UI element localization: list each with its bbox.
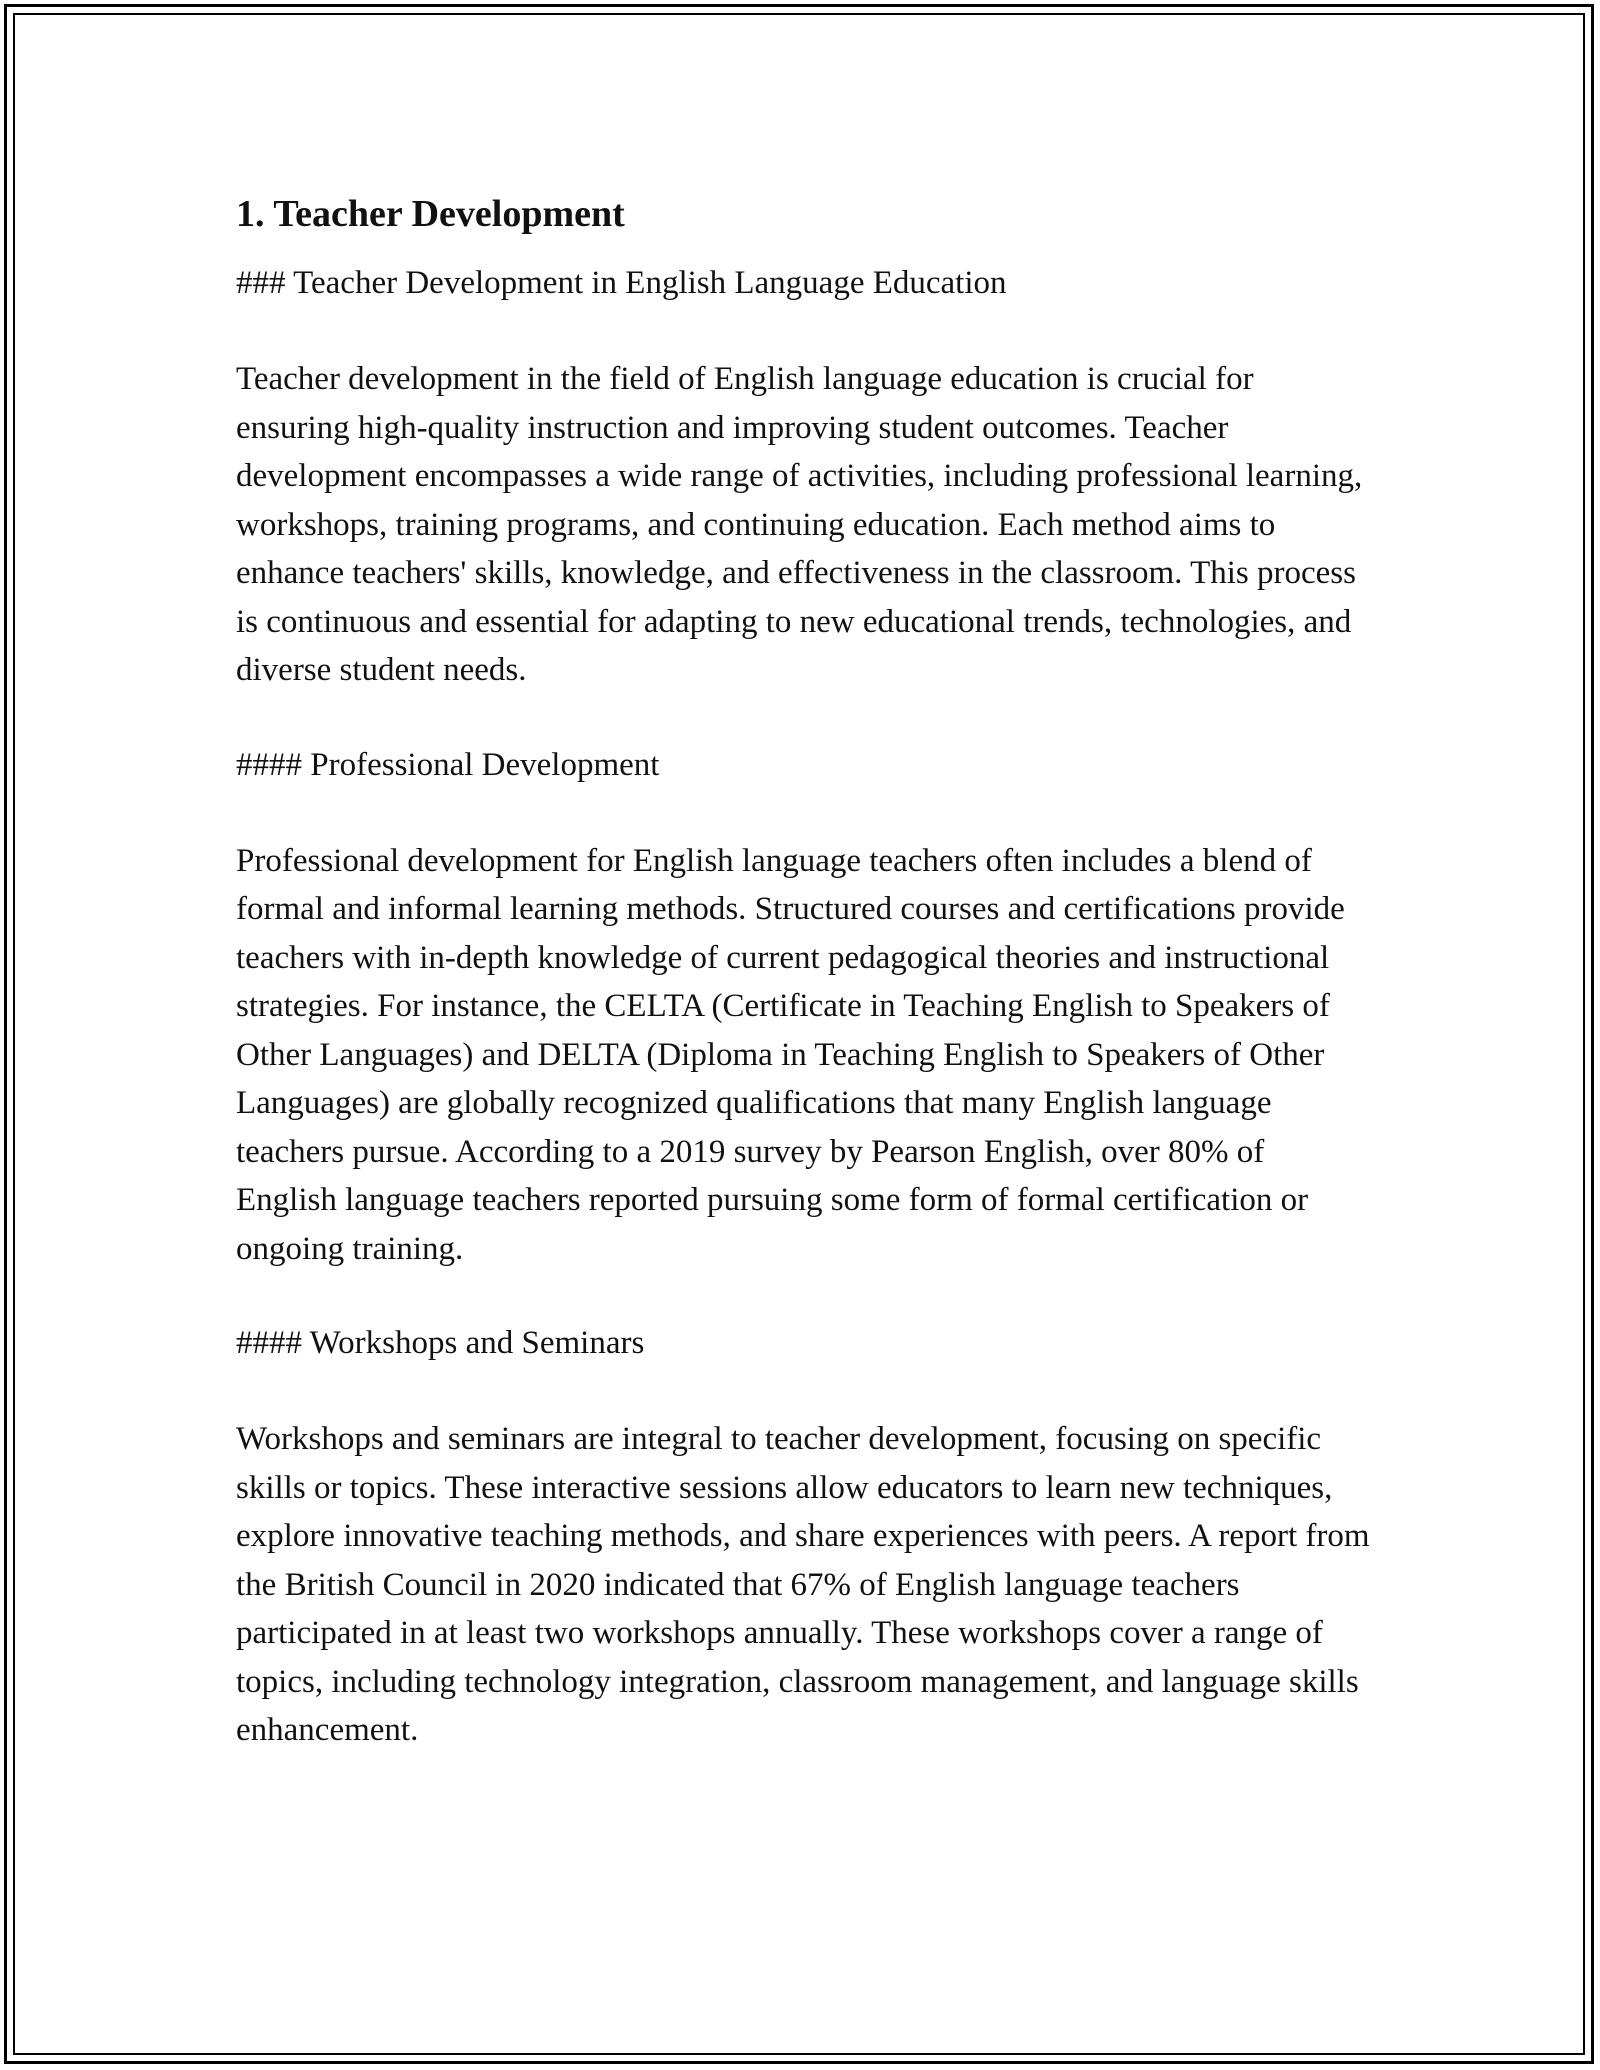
document-body bbox=[236, 185, 1376, 1755]
paragraph-workshops-seminars: Workshops and seminars are integral to teacher development, focusing on specific skills or topics. These interactive sessions allow educators to learn new techniques, explore innovative teaching methods, and share experiences with peers. A report from the British Council in 2020 indicated that 67% of English language teachers participated in at least two workshops annually. These workshops cover a range of topics, including technology integration, classroom management, and language skills enhancement. bbox=[236, 1421, 1370, 1748]
paragraph-teacher-development-intro: Teacher development in the field of English language education is crucial for ensuring high-quality instruction and improving student outcomes. Teacher development encompasses a wide range of activities, including professional learning, workshops, training programs, and continuing education. Each method aims to enhance teachers' skills, knowledge, and effectiveness in the classroom. This process is continuous and essential for adapting to new educational trends, technologies, and diverse student needs. bbox=[236, 361, 1363, 688]
section-heading-professional-development: #### Professional Development bbox=[236, 746, 660, 783]
paragraph-professional-development: Professional development for English language teachers often includes a blend of formal and informal learning methods. Structured courses and certifications provide teachers with in-depth knowledge of current pedagogical theories and instructional strategies. For instance, the CELTA (Certificate in Teaching English to Speakers of Other Languages) and DELTA (Diploma in Teaching English to Speakers of Other Languages) are globally recognized qualifications that many English language teachers pursue. According to a 2019 survey by Pearson English, over 80% of English language teachers reported pursuing some form of formal certification or ongoing training. bbox=[236, 842, 1345, 1267]
section-heading-teacher-development-ele: ### Teacher Development in English Language Education bbox=[236, 265, 1007, 301]
page-title: 1. Teacher Development bbox=[236, 193, 625, 235]
section-heading-workshops-seminars: #### Workshops and Seminars bbox=[236, 1325, 645, 1361]
